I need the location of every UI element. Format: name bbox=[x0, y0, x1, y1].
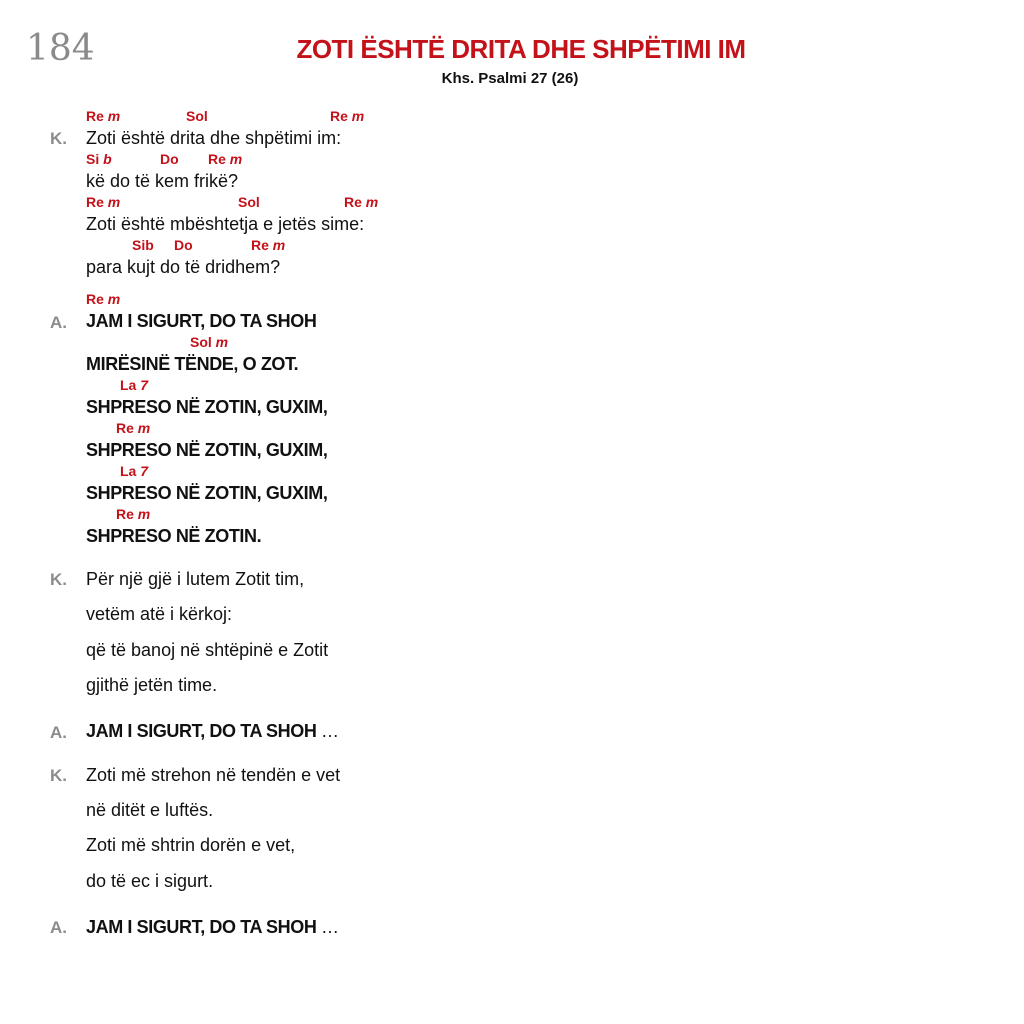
song-subtitle: Khs. Psalmi 27 (26) bbox=[441, 70, 579, 87]
refrain-line: SHPRESO NË ZOTIN, GUXIM, bbox=[86, 397, 328, 417]
chord-re-m: Re m bbox=[344, 194, 379, 210]
marker-k: K. bbox=[50, 766, 67, 785]
chord-do: Do bbox=[160, 151, 179, 167]
chord-do: Do bbox=[174, 237, 193, 253]
chord-re-m: Re m bbox=[251, 237, 286, 253]
chord-re-m: Re m bbox=[86, 194, 121, 210]
chord-re-m: Re m bbox=[86, 291, 121, 307]
refrain-repeat: JAM I SIGURT, DO TA SHOH … bbox=[86, 917, 339, 937]
verse-line: kë do të kem frikë? bbox=[86, 171, 239, 191]
chord-la-7: La 7 bbox=[120, 377, 149, 393]
verse-line: gjithë jetën time. bbox=[86, 675, 218, 695]
song-title: ZOTI ËSHTË DRITA DHE SHPËTIMI IM bbox=[296, 34, 746, 64]
chord-si-b: Si b bbox=[86, 151, 112, 167]
refrain-line: SHPRESO NË ZOTIN, GUXIM, bbox=[86, 440, 328, 460]
marker-a: A. bbox=[50, 918, 67, 937]
verse-line: Zoti është drita dhe shpëtimi im: bbox=[86, 128, 342, 148]
chord-la-7: La 7 bbox=[120, 463, 149, 479]
marker-a: A. bbox=[50, 313, 67, 332]
chord-re-m: Re m bbox=[208, 151, 243, 167]
chord-re-m: Re m bbox=[330, 108, 365, 124]
refrain-line: SHPRESO NË ZOTIN. bbox=[86, 526, 262, 546]
verse-line: do të ec i sigurt. bbox=[86, 871, 214, 891]
verse-line: Zoti më shtrin dorën e vet, bbox=[86, 835, 296, 855]
marker-k: K. bbox=[50, 570, 67, 589]
refrain-line: SHPRESO NË ZOTIN, GUXIM, bbox=[86, 483, 328, 503]
chord-sib: Sib bbox=[132, 237, 154, 253]
chord-sol-m: Sol m bbox=[190, 334, 229, 350]
verse-line: Zoti më strehon në tendën e vet bbox=[86, 765, 341, 785]
marker-a: A. bbox=[50, 723, 67, 742]
chord-re-m: Re m bbox=[116, 506, 151, 522]
chord-sol: Sol bbox=[186, 108, 208, 124]
refrain-line: MIRËSINË TËNDE, O ZOT. bbox=[86, 354, 299, 374]
verse-line: Zoti është mbështetja e jetës sime: bbox=[86, 214, 365, 234]
page-number: 184 bbox=[26, 28, 95, 69]
refrain-line: JAM I SIGURT, DO TA SHOH bbox=[86, 311, 317, 331]
chord-re-m: Re m bbox=[116, 420, 151, 436]
refrain-repeat: JAM I SIGURT, DO TA SHOH … bbox=[86, 721, 339, 741]
chord-sol: Sol bbox=[238, 194, 260, 210]
chord-re-m: Re m bbox=[86, 108, 121, 124]
verse-line: në ditët e luftës. bbox=[86, 800, 214, 820]
verse-line: që të banoj në shtëpinë e Zotit bbox=[86, 640, 329, 660]
marker-k: K. bbox=[50, 129, 67, 148]
verse-line: Për një gjë i lutem Zotit tim, bbox=[86, 569, 305, 589]
verse-line: vetëm atë i kërkoj: bbox=[86, 604, 233, 624]
verse-line: para kujt do të dridhem? bbox=[86, 257, 281, 277]
